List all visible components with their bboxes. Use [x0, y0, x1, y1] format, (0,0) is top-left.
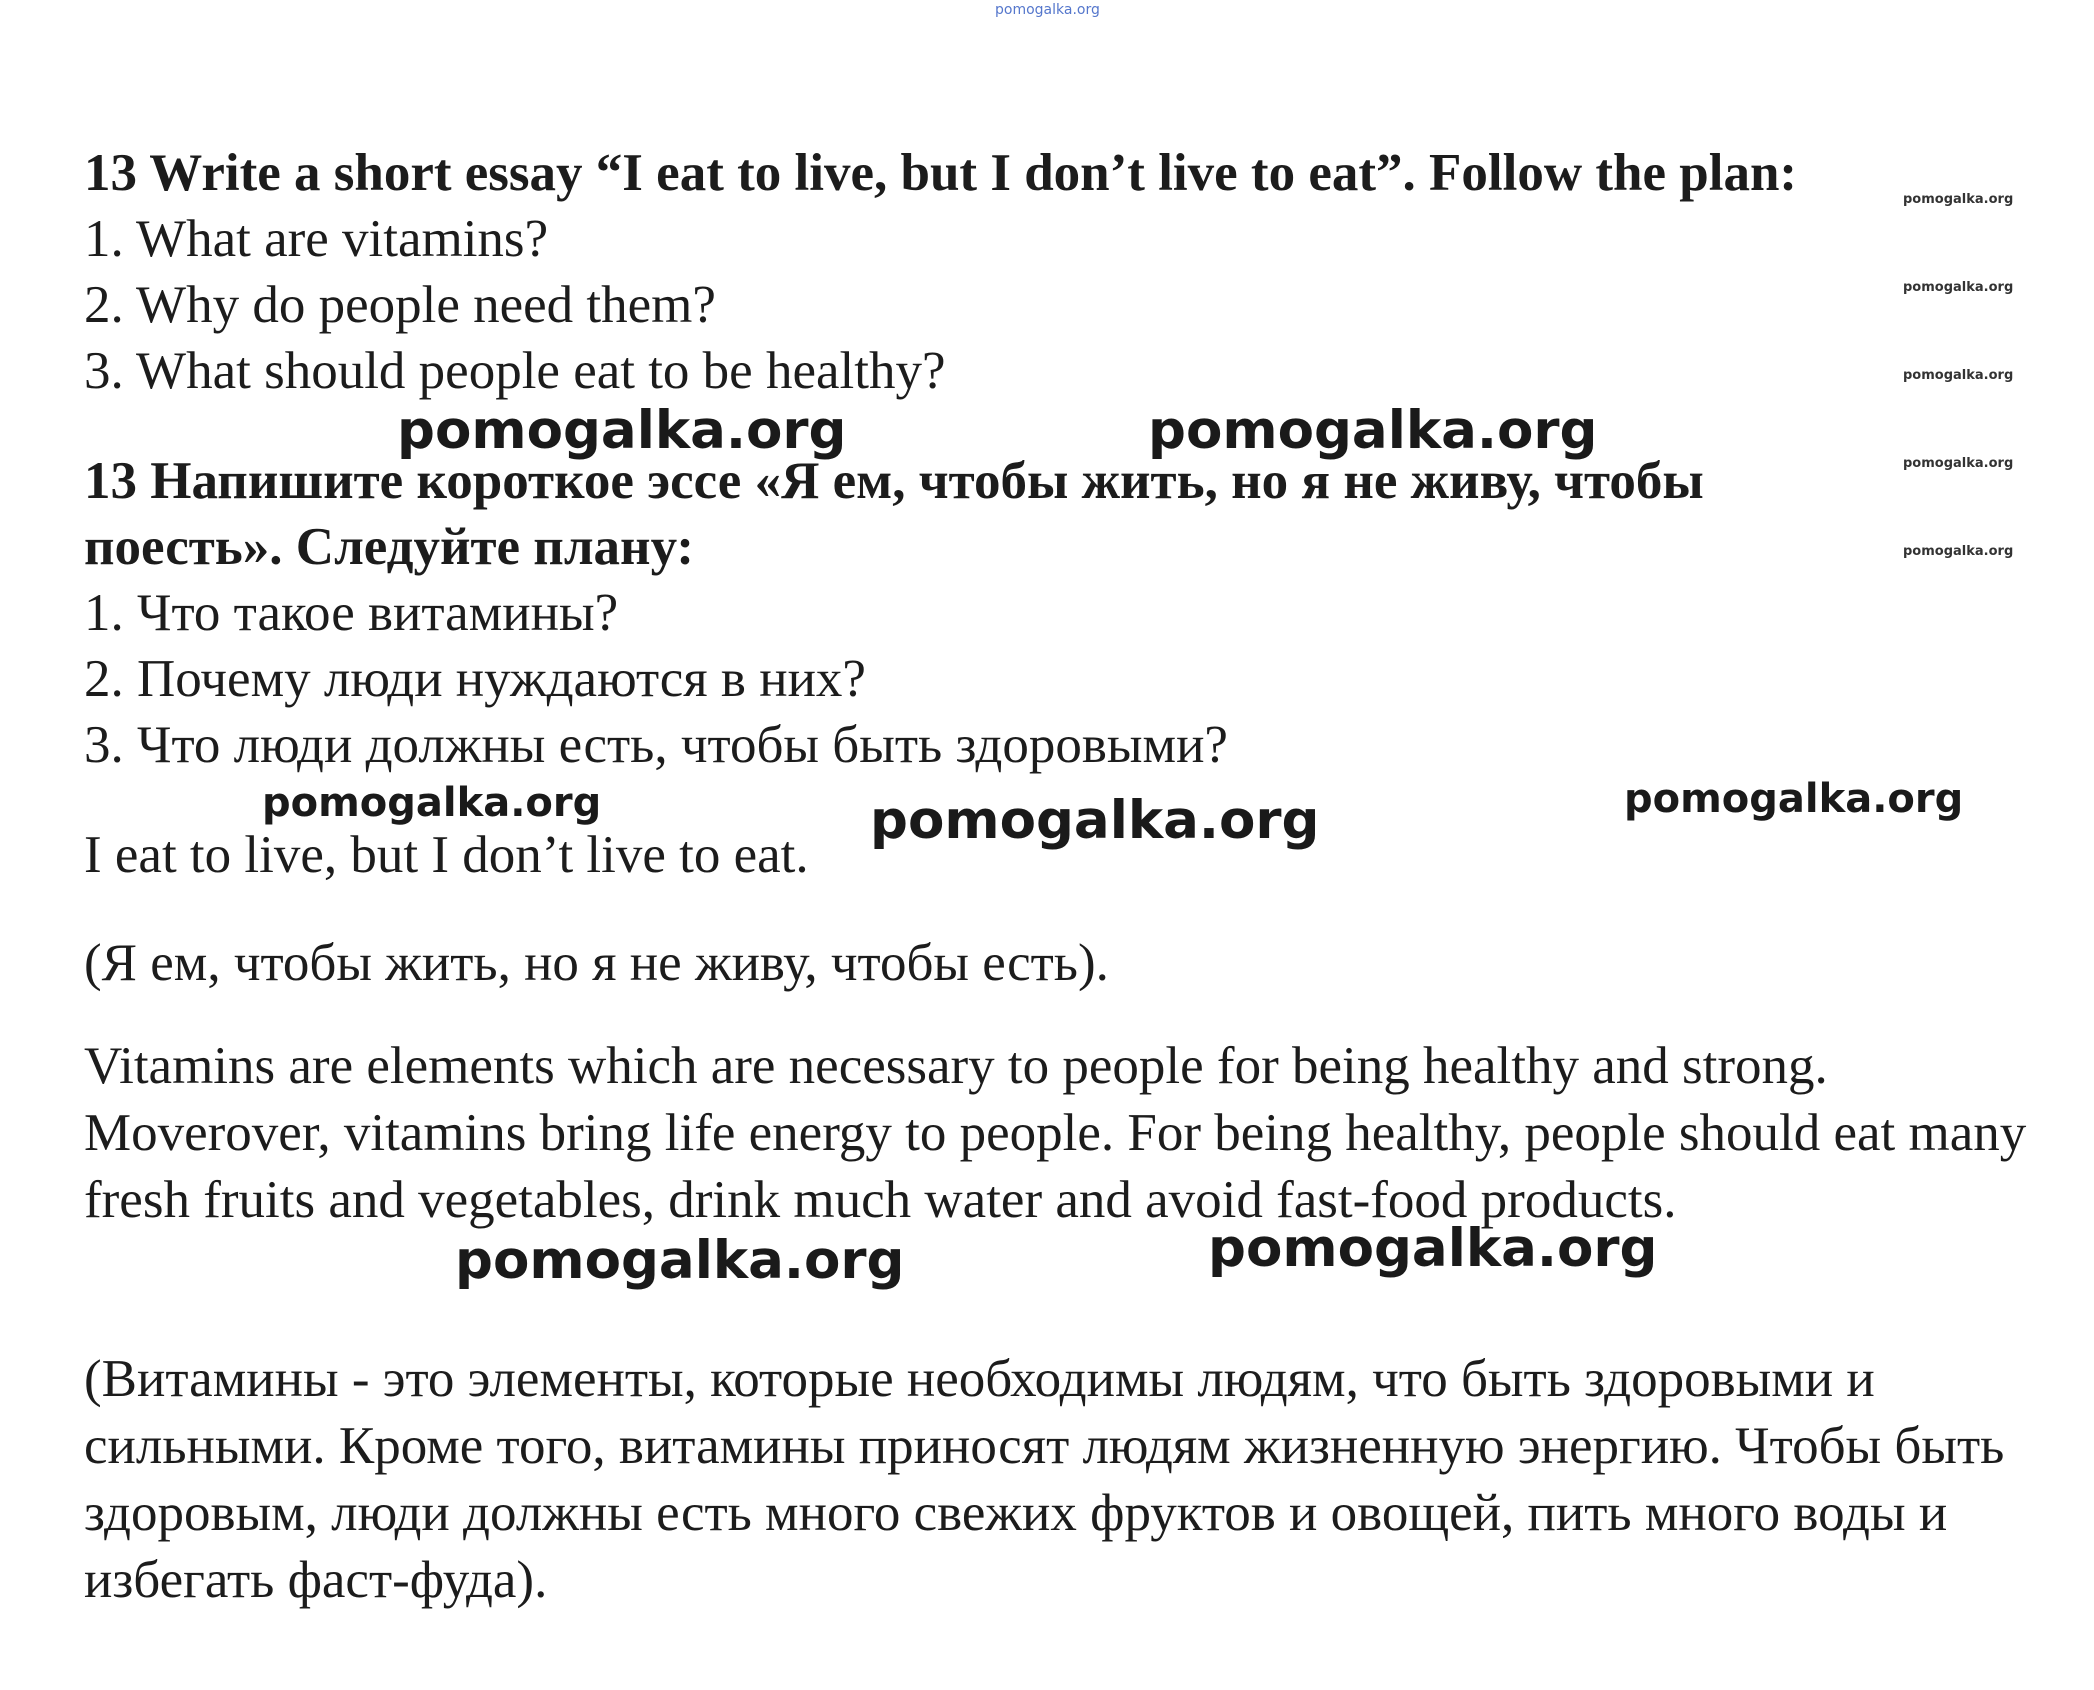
- task-title-ru-line1: 13 Напишите короткое эссе «Я ем, чтобы жить, но я не живу, чтобы: [84, 452, 1704, 510]
- watermark-large: pomogalka.org: [455, 1230, 905, 1291]
- task-title-ru-line2: поесть». Следуйте плану:: [84, 518, 695, 576]
- answer-heading-ru: (Я ем, чтобы жить, но я не живу, чтобы есть).: [84, 934, 1109, 992]
- watermark-small: pomogalka.org: [1903, 456, 2014, 471]
- answer-paragraph-en: Vitamins are elements which are necessary to people for being healthy and strong. Moverover, vitamins bring life energy to people. For being healthy, people should eat many fresh fruits and vegetables, drink much water and avoid fast-food products.: [84, 1037, 2027, 1229]
- task-title-en: 13 Write a short essay “I eat to live, but I don’t live to eat”. Follow the plan:: [84, 144, 1798, 202]
- watermark-large: pomogalka.org: [1208, 1218, 1658, 1279]
- watermark-small: pomogalka.org: [1903, 192, 2014, 207]
- task-item-en-1: 1. What are vitamins?: [84, 210, 549, 268]
- watermark-large: pomogalka.org: [870, 790, 1320, 851]
- watermark-medium: pomogalka.org: [1624, 776, 1964, 822]
- task-item-en-3: 3. What should people eat to be healthy?: [84, 342, 946, 400]
- watermark-medium: pomogalka.org: [262, 780, 602, 826]
- watermark-top: pomogalka.org: [995, 2, 1100, 18]
- task-item-ru-1: 1. Что такое витамины?: [84, 584, 619, 642]
- task-item-en-2: 2. Why do people need them?: [84, 276, 716, 334]
- task-item-ru-2: 2. Почему люди нуждаются в них?: [84, 650, 866, 708]
- task-item-ru-3: 3. Что люди должны есть, чтобы быть здоровыми?: [84, 716, 1228, 774]
- watermark-small: pomogalka.org: [1903, 280, 2014, 295]
- answer-heading-en: I eat to live, but I don’t live to eat.: [84, 826, 809, 884]
- watermark-small: pomogalka.org: [1903, 368, 2014, 383]
- watermark-large: pomogalka.org: [397, 400, 847, 461]
- answer-paragraph-ru: (Витамины - это элементы, которые необходимы людям, что быть здоровыми и сильными. Кроме того, витамины приносят людям жизненную энергию. Чтобы быть здоровым, люди должны есть много свежих фруктов и овощей, пить много воды и избегать фаст-фуда).: [84, 1350, 2005, 1609]
- watermark-small: pomogalka.org: [1903, 544, 2014, 559]
- watermark-large: pomogalka.org: [1148, 400, 1598, 461]
